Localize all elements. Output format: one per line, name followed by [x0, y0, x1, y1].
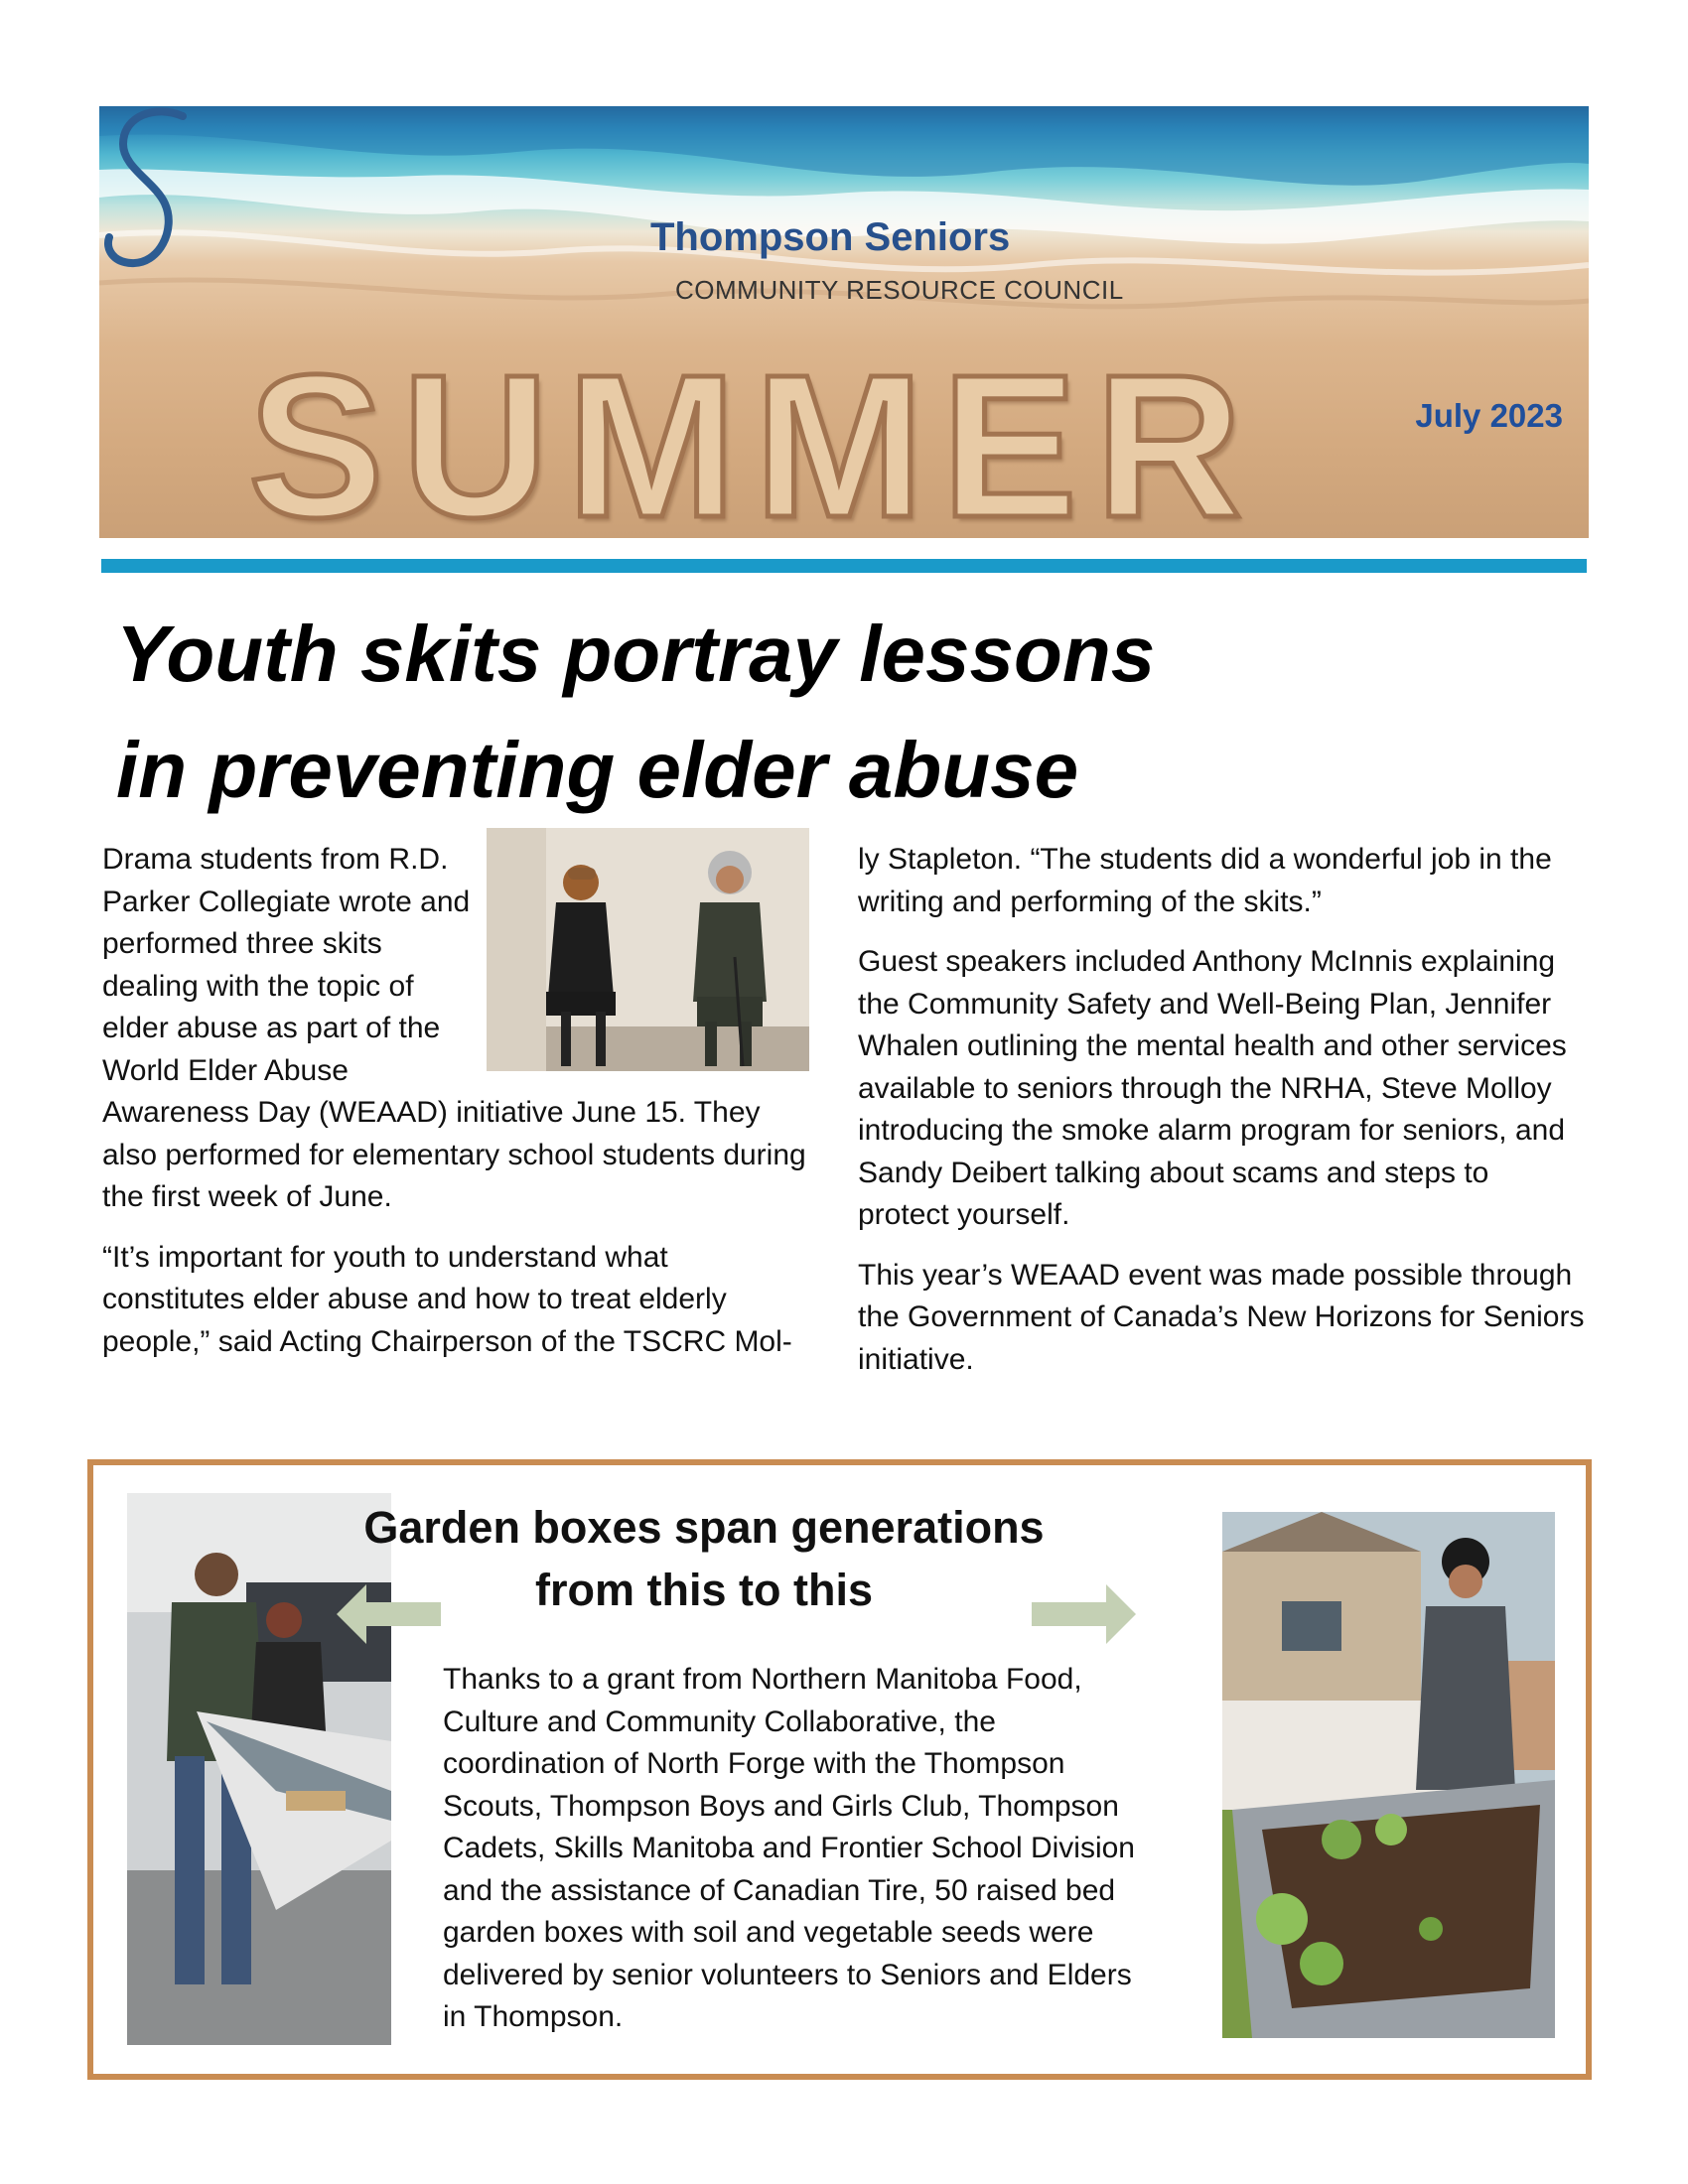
skit-photo [487, 828, 809, 1071]
lead-paragraph-4: Guest speakers included Anthony McInnis explaining the Community Safety and Well-Being Plan, Jennifer Whalen outlining the mental health and other services available to seniors through the NRHA, Steve Molloy introducing the smoke alarm program for seniors, and Sandy Deibert talking about scams and steps to protect yourself. [858, 945, 1567, 1231]
garden-headline [363, 1502, 1045, 1615]
header-divider [101, 559, 1587, 573]
lead-article-right-column [858, 839, 1586, 1399]
garden-article-box [87, 1459, 1592, 2080]
arrow-right-icon [1032, 1584, 1136, 1644]
garden-headline-line-2: from this to this [535, 1565, 873, 1615]
headline-line-2: in preventing elder abuse [116, 726, 1079, 814]
north-forge-workshop-photo [127, 1493, 391, 2045]
header-banner [99, 106, 1589, 538]
headline-line-1: Youth skits portray lessons [116, 610, 1156, 698]
summer-sand-lettering: SUMMER [248, 333, 1261, 538]
org-name: Thompson Seniors [650, 215, 1011, 259]
garden-body: Thanks to a grant from Northern Manitoba Food, Culture and Community Collaborative, the coordination of North Forge with the Thompson Scouts, Thompson Boys and Girls Club, Thompson Cadets, Skills Manitoba and Frontier School Division and the assistance of Canadian Tire, 50 raised bed garden boxes with soil and vegetable seeds were delivered by senior volunteers to Seniors and Elders in Thompson. [443, 1663, 1135, 2033]
garden-headline-line-1: Garden boxes span generations [363, 1502, 1045, 1553]
arrow-left-icon [337, 1584, 441, 1644]
org-subtitle: COMMUNITY RESOURCE COUNCIL [675, 275, 1124, 305]
lead-article-left-column [102, 839, 809, 1381]
lead-paragraph-1: Drama students from R.D. Parker Collegiate wrote and performed three skits dealing with the topic of elder abuse as part of the World Elder Abuse Awareness Day (WEAAD) initiative June 15. They also performed for elementary school students during the first week of June. [102, 843, 806, 1213]
lead-paragraph-3: ly Stapleton. “The students did a wonderful job in the writing and performing of the skits.” [858, 843, 1552, 918]
issue-date: July 2023 [1415, 397, 1563, 434]
logo-s-icon [99, 106, 209, 285]
garden-box-photo [1222, 1512, 1555, 2038]
lead-paragraph-2: “It’s important for youth to understand what constitutes elder abuse and how to treat elderly people,” said Acting Chairperson of the TSCRC Mol- [102, 1240, 792, 1358]
lead-headline [116, 596, 1506, 828]
lead-paragraph-5: This year’s WEAAD event was made possible through the Government of Canada’s New Horizons for Seniors initiative. [858, 1258, 1585, 1376]
